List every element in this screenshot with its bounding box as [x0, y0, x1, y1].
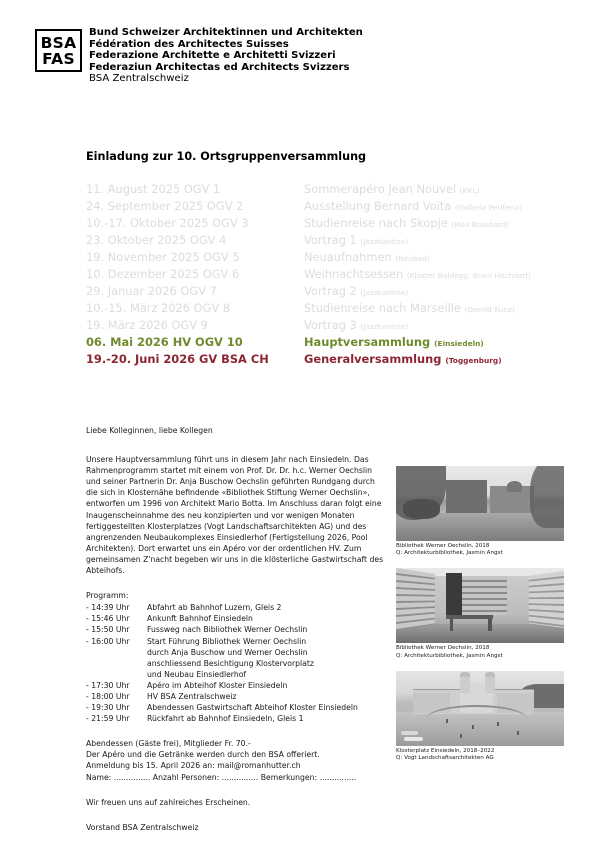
caption-source-1: Q: Architekturbibliothek, Jasmin Angst: [396, 550, 503, 557]
event-note: (Neubad): [395, 254, 430, 263]
photo-column: [396, 466, 564, 773]
event-note: (Max Bosshard): [451, 220, 509, 229]
event-date: 19. März 2026 OGV 9: [86, 318, 208, 332]
event-row: [86, 216, 556, 233]
event-row: [86, 182, 556, 199]
org-name-de: Bund Schweizer Architektinnen und Architekten: [89, 27, 363, 38]
program-row: [86, 702, 386, 713]
event-date: 10.-15. März 2026 OGV 8: [86, 301, 231, 315]
caption-line-2: Bibliothek Werner Oechslin, 2018: [396, 645, 490, 652]
signoff-text: Wir freuen uns auf zahlreiches Erscheinen.: [86, 797, 251, 807]
program-description: Rückfahrt ab Bahnhof Einsiedeln, Gleis 1: [147, 714, 304, 724]
program-time: - 15:50 Uhr: [86, 625, 130, 635]
event-title: Vortrag 1 (Jazzkantine): [304, 233, 409, 247]
event-list: [86, 182, 556, 369]
logo-line-fas: FAS: [42, 49, 75, 68]
event-note: (Galleria Periferia): [454, 203, 523, 212]
event-date: 19. November 2025 OGV 5: [86, 250, 240, 264]
photo-caption-3: [396, 748, 564, 762]
salutation: Liebe Kolleginnen, liebe Kollegen: [86, 426, 213, 435]
program-description: durch Anja Buschow und Werner Oechslin: [147, 647, 308, 657]
photo-caption-1: [396, 543, 564, 557]
program-row: [86, 602, 386, 613]
event-row: [86, 250, 556, 267]
program-description: HV BSA Zentralschweiz: [147, 691, 237, 701]
program-time: - 16:00 Uhr: [86, 636, 130, 646]
caption-source-2: Q: Architekturbibliothek, Jasmin Angst: [396, 652, 503, 659]
event-title: Ausstellung Bernard Voïta (Galleria Periferia): [304, 199, 523, 213]
event-note: (KKL): [459, 186, 480, 195]
program-time: - 14:39 Uhr: [86, 603, 130, 613]
program-row: [86, 636, 386, 647]
event-title: Sommerapéro Jean Nouvel (KKL): [304, 182, 480, 196]
photo-caption-2: [396, 645, 564, 659]
program-time: - 21:59 Uhr: [86, 714, 130, 724]
organization-names: [89, 27, 363, 85]
intro-paragraph: Unsere Hauptversammlung führt uns in diesem Jahr nach Einsiedeln. Das Rahmenprogramm startet mit einem von Prof. Dr. Dr. h.c. Werner Oechslin und seiner Partnerin Dr. Anja Buschow Oechslin geführten Rundgang durch die sich in Klosternähe befindende «Bibliothek Stiftung Werner Oechslin», entworfen um 1996 von Architekt Mario Botta. Im Anschluss daran folgt eine Inaugenscheinnahme des neu konzipierten und vor wenigen Monaten fertiggestellten Klosterplatzes (Vogt Landschaftsarchitekten AG) und des angrenzenden Neubaukomplexes Einsiedlerhof (Fertigstellung 2026, Pool Architekten). Dort erwartet uns ein Apéro vor der ordentlichen HV. Zum gemeinsamen Z'nacht begeben wir uns in die klösterliche Gastwirtschaft des Abteihofs.: [86, 455, 384, 576]
event-date: 06. Mai 2026 HV OGV 10: [86, 335, 243, 349]
event-note: (Einsiedeln): [434, 339, 484, 348]
letter-body: [86, 425, 386, 833]
program-row: [86, 691, 386, 702]
event-row: [86, 301, 556, 318]
program-description: Abendessen Gastwirtschaft Abteihof Kloster Einsiedeln: [147, 703, 358, 713]
photo-block-1: [396, 466, 564, 557]
program-description: Ankunft Bahnhof Einsiedeln: [147, 614, 253, 624]
event-date: 29. Januar 2026 OGV 7: [86, 284, 217, 298]
photo-bibliothek-exterior: [396, 466, 564, 541]
event-title: Studienreise nach Skopje (Max Bosshard): [304, 216, 509, 230]
event-date: 10. Dezember 2025 OGV 6: [86, 267, 240, 281]
program-time: - 17:30 Uhr: [86, 680, 130, 690]
event-row: [86, 233, 556, 250]
event-note: (Jazzkantine): [360, 237, 409, 246]
closing-details: [86, 738, 386, 782]
page-title: Einladung zur 10. Ortsgruppenversammlung: [86, 150, 367, 163]
event-row: [86, 352, 556, 369]
program-description: anschliessend Besichtigung Klostervorplatz: [147, 658, 314, 668]
org-name-fr: Fédération des Architectes Suisses: [89, 38, 289, 50]
program-time: - 18:00 Uhr: [86, 691, 130, 701]
program-description: Apéro im Abteihof Kloster Einsiedeln: [147, 680, 288, 690]
program-description: und Neubau Einsiedlerhof: [147, 669, 247, 679]
program-row: [86, 647, 386, 658]
bsa-fas-logo: [35, 29, 82, 72]
logo-line-bsa: BSA: [40, 33, 77, 52]
closing-line: Abendessen (Gäste frei), Mitglieder Fr. 70.-: [86, 739, 251, 749]
org-name-rm: Federaziun Architectas ed Architects Svizzers: [89, 61, 350, 73]
event-title: Hauptversammlung (Einsiedeln): [304, 335, 484, 349]
caption-source-3: Q: Vogt Landschaftsarchitekten AG: [396, 755, 494, 762]
event-date: 23. Oktober 2025 OGV 4: [86, 233, 227, 247]
event-title: Neuaufnahmen (Neubad): [304, 250, 430, 264]
event-row: [86, 318, 556, 335]
event-date: 11. August 2025 OGV 1: [86, 182, 221, 196]
event-note: (Jazzkantine): [360, 322, 409, 331]
program-time: - 15:46 Uhr: [86, 614, 130, 624]
event-note: (Kloster Baldegg, Braui Hochdorf): [406, 271, 532, 280]
event-date: 10.-17. Oktober 2025 OGV 3: [86, 216, 249, 230]
event-note: (Gerold Kunz): [464, 305, 515, 314]
program-row: [86, 680, 386, 691]
event-title: Studienreise nach Marseille (Gerold Kunz): [304, 301, 515, 315]
photo-klosterplatz: [396, 671, 564, 746]
event-title: Generalversammlung (Toggenburg): [304, 352, 502, 366]
closing-line: Der Apéro und die Getränke werden durch den BSA offeriert.: [86, 750, 320, 760]
caption-line-1: Bibliothek Werner Oechslin, 2018: [396, 543, 490, 549]
program-row: [86, 669, 386, 680]
event-date: 24. September 2025 OGV 2: [86, 199, 244, 213]
registration-line: Anmeldung bis 15. April 2026 an: mail@romanhutter.ch: [86, 761, 301, 771]
event-note: (Jazzkantine): [360, 288, 409, 297]
program-description: Start Führung Bibliothek Werner Oechslin: [147, 636, 307, 646]
program-row: [86, 613, 386, 624]
event-title: Vortrag 2 (Jazzkantine): [304, 284, 409, 298]
program-time: - 19:30 Uhr: [86, 703, 130, 713]
event-row: [86, 335, 556, 352]
program-heading: Programm:: [86, 591, 129, 601]
program-description: Fussweg nach Bibliothek Werner Oechslin: [147, 625, 308, 635]
photo-block-2: [396, 568, 564, 659]
org-name-it: Federazione Architette e Architetti Svizzeri: [89, 50, 336, 62]
event-row: [86, 199, 556, 216]
chapter-name: BSA Zentralschweiz: [89, 73, 189, 85]
form-fields-line: Name: ............... Anzahl Personen: ............... Bemerkungen: ...............: [86, 772, 357, 782]
photo-block-3: [396, 671, 564, 762]
program-row: [86, 624, 386, 635]
program-description: Abfahrt ab Bahnhof Luzern, Gleis 2: [147, 603, 282, 613]
event-row: [86, 267, 556, 284]
vorstand-signature: Vorstand BSA Zentralschweiz: [86, 822, 199, 832]
event-row: [86, 284, 556, 301]
event-title: Weihnachtsessen (Kloster Baldegg, Braui Hochdorf): [304, 267, 532, 281]
letterhead: [35, 29, 363, 85]
event-date: 19.-20. Juni 2026 GV BSA CH: [86, 352, 269, 366]
caption-line-3: Klosterplatz Einsiedeln, 2018–2022: [396, 747, 495, 754]
event-note: (Toggenburg): [445, 356, 502, 365]
program-list: [86, 602, 386, 724]
photo-bibliothek-interior: [396, 568, 564, 643]
event-title: Vortrag 3 (Jazzkantine): [304, 318, 409, 332]
program-row: [86, 658, 386, 669]
program-row: [86, 713, 386, 724]
